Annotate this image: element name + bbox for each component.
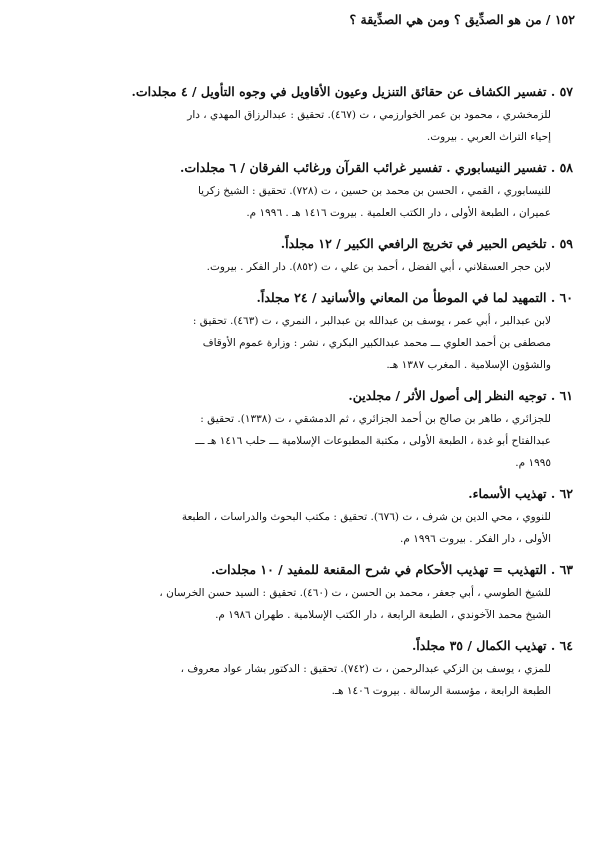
entry-citation xyxy=(40,506,573,550)
bibliography-entry xyxy=(40,558,573,626)
citation-line: للنيسابوري ، القمي ، الحسن بن محمد بن حسين ، ت (٧٢٨). تحقيق : الشيخ زكريا xyxy=(197,185,551,197)
entry-citation xyxy=(40,582,573,626)
entry-citation xyxy=(40,658,573,702)
entry-citation xyxy=(40,180,573,224)
citation-line: للشيخ الطوسي ، أبي جعفر ، محمد بن الحسن ، ت (٤٦٠). تحقيق : السيد حسن الخرسان ، xyxy=(159,587,551,599)
citation-line: عبدالفتاح أبو غدة ، الطبعة الأولى ، مكتبة المطبوعات الإسلامية ـــ حلب ١٤١٦ هـ ـــ xyxy=(195,435,551,447)
citation-line: الطبعة الرابعة ، مؤسسة الرسالة . بيروت ١٤٠٦ هـ. xyxy=(331,685,551,697)
entry-title: ٦٣ . التهذيب = تهذيب الأحكام في شرح المقنعة للمفيد / ١٠ مجلدات. xyxy=(210,562,573,577)
citation-line: الشيخ محمد الآخوندي ، الطبعة الرابعة ، دار الكتب الإسلامية . طهران ١٩٨٦ م. xyxy=(215,609,551,621)
running-header: ١٥٢ / من هو الصدِّيق ؟ ومن هي الصدِّيقة ؟ xyxy=(349,12,575,27)
citation-line: الأولى ، دار الفكر . بيروت ١٩٩٦ م. xyxy=(400,533,551,545)
citation-line: للجزائري ، طاهر بن صالح بن أحمد الجزائري ، ثم الدمشقي ، ت (١٣٣٨). تحقيق : xyxy=(200,413,551,425)
citation-line: للزمخشري ، محمود بن عمر الخوارزمي ، ت (٤٦٧). تحقيق : عبدالرزاق المهدي ، دار xyxy=(187,109,551,121)
citation-line: والشؤون الإسلامية . المغرب ١٣٨٧ هـ. xyxy=(386,359,551,371)
citation-line: للمزي ، يوسف بن الزكي عبدالرحمن ، ت (٧٤٢). تحقيق : الدكتور بشار عواد معروف ، xyxy=(180,663,551,675)
bibliography-entry xyxy=(40,634,573,702)
entry-title: ٥٧ . تفسير الكشاف عن حقائق التنزيل وعيون الأقاويل في وجوه التأويل / ٤ مجلدات. xyxy=(131,84,573,99)
bibliography-entry xyxy=(40,80,573,148)
bibliography-entry xyxy=(40,384,573,474)
entry-title: ٥٩ . تلخيص الحبير في تخريج الرافعي الكبير / ١٢ مجلداً. xyxy=(280,236,573,251)
bibliography-entry xyxy=(40,482,573,550)
citation-line: لابن حجر العسقلاني ، أبي الفضل ، أحمد بن علي ، ت (٨٥٢). دار الفكر . بيروت. xyxy=(206,261,551,273)
bibliography-entry xyxy=(40,156,573,224)
bibliography-entry xyxy=(40,232,573,278)
entry-citation xyxy=(40,310,573,376)
citation-line: مصطفى بن أحمد العلوي ـــ محمد عبدالكبير البكري ، نشر : وزارة عموم الأوقاف xyxy=(202,337,551,349)
citation-line: للنووي ، محي الدين بن شرف ، ت (٦٧٦). تحقيق : مكتب البحوث والدراسات ، الطبعة xyxy=(181,511,551,523)
citation-line: عميران ، الطبعة الأولى ، دار الكتب العلمية . بيروت ١٤١٦ هـ . ١٩٩٦ م. xyxy=(246,207,551,219)
entry-title: ٦٤ . تهذيب الكمال / ٣٥ مجلداً. xyxy=(411,638,573,653)
entry-title: ٥٨ . تفسير النيسابوري . تفسير غرائب القرآن ورغائب الفرقان / ٦ مجلدات. xyxy=(180,160,573,175)
entry-title: ٦٢ . تهذيب الأسماء. xyxy=(468,486,573,501)
citation-line: إحياء التراث العربي . بيروت. xyxy=(426,131,551,143)
citation-line: لابن عبدالبر ، أبي عمر ، يوسف بن عبدالله بن عبدالبر ، النمري ، ت (٤٦٣). تحقيق : xyxy=(192,315,551,327)
entry-title: ٦١ . توجيه النظر إلى أصول الأثر / مجلدين. xyxy=(348,388,573,403)
bibliography-list xyxy=(40,80,573,710)
entry-title: ٦٠ . التمهيد لما في الموطأ من المعاني والأسانيد / ٢٤ مجلداً. xyxy=(256,290,573,305)
citation-line: ١٩٩٥ م. xyxy=(515,457,551,469)
bibliography-entry xyxy=(40,286,573,376)
entry-citation xyxy=(40,408,573,474)
entry-citation xyxy=(40,256,573,278)
entry-citation xyxy=(40,104,573,148)
